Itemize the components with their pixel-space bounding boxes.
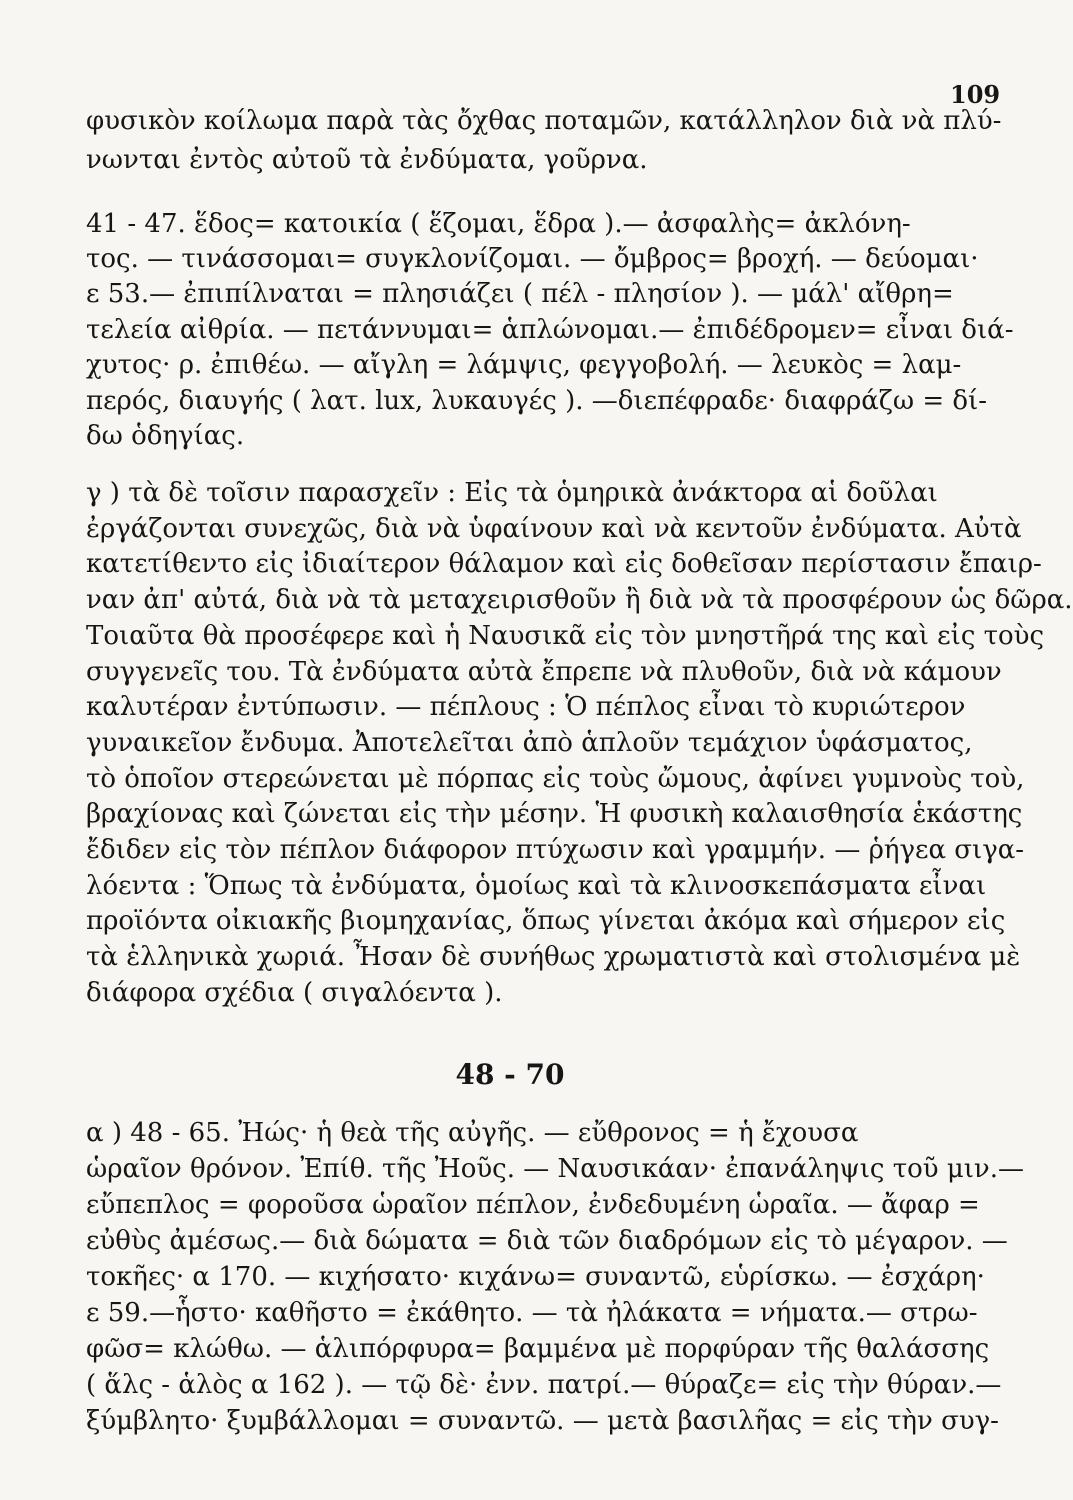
text-line: φῶσ= κλώθω. — ἁλιπόρφυρα= βαμμένα μὲ πορφύραν τῆς θαλάσσης <box>86 1334 990 1364</box>
text-line: ναν ἀπ' αὐτά, διὰ νὰ τὰ μεταχειρισθοῦν ἢ διὰ νὰ τὰ προσφέρουν ὡς δῶρα. <box>86 585 1073 615</box>
text-line: ὡραῖον θρόνον. Ἐπίθ. τῆς Ἠοῦς. — Ναυσικάαν· ἐπανάληψις τοῦ μιν.— <box>86 1154 1024 1184</box>
text-line: ε 59.—ἧστο· καθῆστο = ἐκάθητο. — τὰ ἠλάκατα = νήματα.— στρω- <box>86 1298 978 1328</box>
text-line: εὔπεπλος = φοροῦσα ὡραῖον πέπλον, ἐνδεδυμένη ὡραῖα. — ἄφαρ = <box>86 1190 980 1220</box>
text-line: α ) 48 - 65. Ἠώς· ἡ θεὰ τῆς αὐγῆς. — εὔθρονος = ἡ ἔχουσα <box>86 1118 859 1148</box>
text-line: γ ) τὰ δὲ τοῖσιν παρασχεῖν : Εἰς τὰ ὁμηρικὰ ἀνάκτορα αἱ δοῦλαι <box>86 478 938 508</box>
text-line: εὐθὺς ἀμέσως.— διὰ δώματα = διὰ τῶν διαδρόμων εἰς τὸ μέγαρον. — <box>86 1226 1008 1256</box>
text-line: φυσικὸν κοίλωμα παρὰ τὰς ὄχθας ποταμῶν, κατάλληλον διὰ νὰ πλύ- <box>86 106 1002 136</box>
text-line: τὸ ὁποῖον στερεώνεται μὲ πόρπας εἰς τοὺς ὤμους, ἀφίνει γυμνοὺς τοὺ, <box>86 764 1025 794</box>
text-line: τὰ ἑλληνικὰ χωριά. Ἦσαν δὲ συνήθως χρωματιστὰ καὶ στολισμένα μὲ <box>86 942 1021 972</box>
text-line: περός, διαυγής ( λατ. lux, λυκαυγές ). —διεπέφραδε· διαφράζω = δί- <box>86 386 988 416</box>
text-line: ε 53.— ἐπιπίλναται = πλησιάζει ( πέλ - πλησίον ). — μάλ' αἴθρη= <box>86 279 954 309</box>
text-line: ἐργάζονται συνεχῶς, διὰ νὰ ὑφαίνουν καὶ νὰ κεντοῦν ἐνδύματα. Αὐτὰ <box>86 514 1022 544</box>
text-line: συγγενεῖς του. Τὰ ἐνδύματα αὐτὰ ἔπρεπε νὰ πλυθοῦν, διὰ νὰ κάμουν <box>86 657 1002 687</box>
text-line: προϊόντα οἰκιακῆς βιομηχανίας, ὅπως γίνεται ἀκόμα καὶ σήμερον εἰς <box>86 906 1006 936</box>
text-line: καλυτέραν ἐντύπωσιν. — πέπλους : Ὁ πέπλος εἶναι τὸ κυριώτερον <box>86 692 966 722</box>
text-line: τελεία αἰθρία. — πετάννυμαι= ἁπλώνομαι.— ἐπιδέδρομεν= εἶναι διά- <box>86 315 1014 345</box>
text-line: τος. — τινάσσομαι= συγκλονίζομαι. — ὄμβρος= βροχή. — δεύομαι· <box>86 244 979 274</box>
text-line: ξύμβλητο· ξυμβάλλομαι = συναντῶ. — μετὰ βασιλῆας = εἰς τὴν συγ- <box>86 1406 999 1436</box>
text-line: τοκῆες· α 170. — κιχήσατο· κιχάνω= συναντῶ, εὑρίσκω. — ἐσχάρη· <box>86 1262 985 1292</box>
text-line: ἔδιδεν εἰς τὸν πέπλον διάφορον πτύχωσιν καὶ γραμμήν. — ῥήγεα σιγα- <box>86 835 1025 865</box>
text-line: χυτος· ρ. ἐπιθέω. — αἴγλη = λάμψις, φεγγοβολή. — λευκὸς = λαμ- <box>86 350 962 380</box>
text-line: διάφορα σχέδια ( σιγαλόεντα ). <box>86 978 503 1008</box>
page-number: 109 <box>950 80 1001 109</box>
text-line: 41 - 47. ἕδος= κατοικία ( ἕζομαι, ἕδρα ).— ἀσφαλὴς= ἀκλόνη- <box>86 209 911 239</box>
text-line: βραχίονας καὶ ζώνεται εἰς τὴν μέσην. Ἡ φυσικὴ καλαισθησία ἑκάστης <box>86 799 1023 829</box>
text-line: κατετίθεντο εἰς ἰδιαίτερον θάλαμον καὶ εἰς δοθεῖσαν περίστασιν ἔπαιρ- <box>86 549 1042 579</box>
text-line: γυναικεῖον ἔνδυμα. Ἀποτελεῖται ἀπὸ ἁπλοῦν τεμάχιον ὑφάσματος, <box>86 728 973 758</box>
text-line: Τοιαῦτα θὰ προσέφερε καὶ ἡ Ναυσικᾶ εἰς τὸν μνηστῆρά της καὶ εἰς τοὺς <box>86 621 1045 651</box>
text-line: ( ἅλς - ἁλὸς α 162 ). — τῷ δὲ· ἐνν. πατρί.— θύραζε= εἰς τὴν θύραν.— <box>86 1370 1002 1400</box>
text-line: λόεντα : Ὅπως τὰ ἐνδύματα, ὁμοίως καὶ τὰ κλινοσκεπάσματα εἶναι <box>86 871 987 901</box>
text-line: νωνται ἐντὸς αὐτοῦ τὰ ἐνδύματα, γοῦρνα. <box>86 145 648 175</box>
section-heading: 48 - 70 <box>455 1058 565 1091</box>
text-line: δω ὁδηγίας. <box>86 421 245 451</box>
